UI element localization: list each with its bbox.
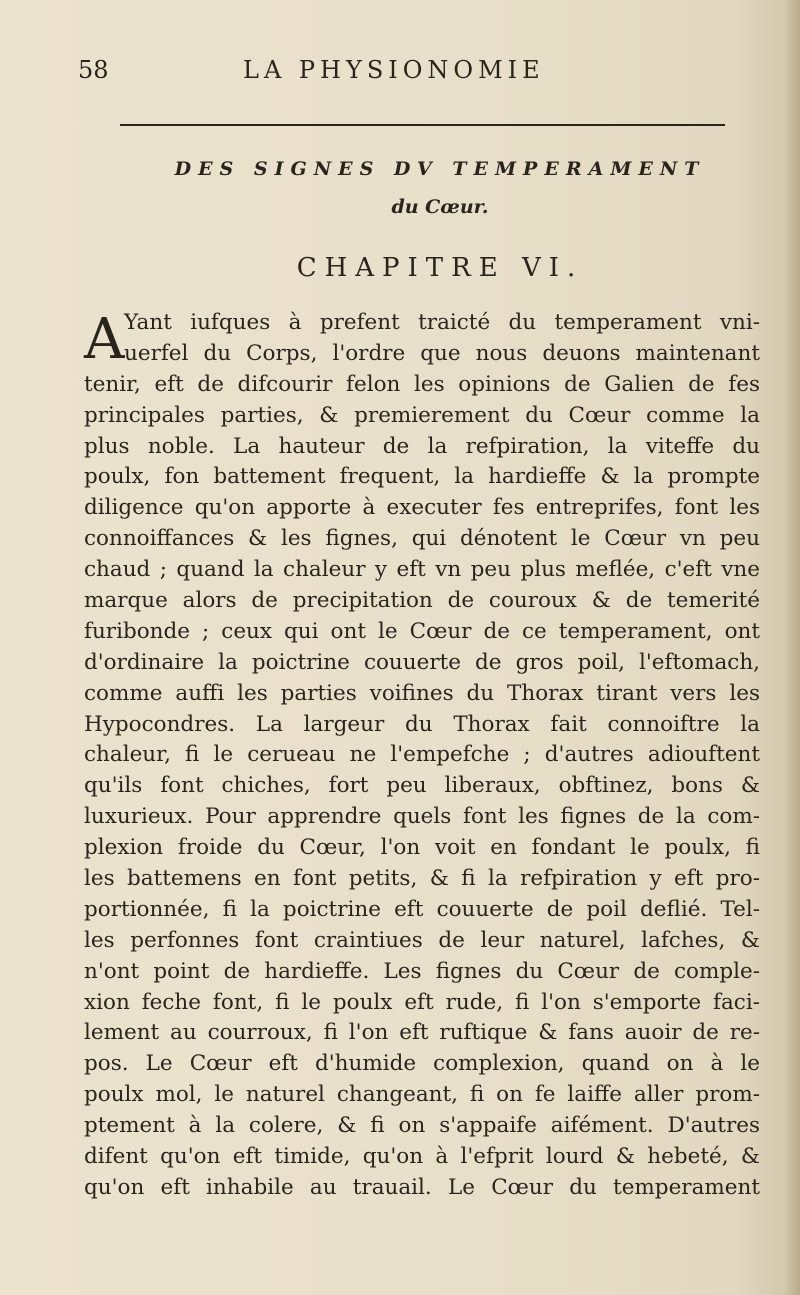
text-line: difent qu'on eft timide, qu'on à l'efprit lourd & hebeté, & <box>84 1144 760 1170</box>
header-rule <box>120 124 725 126</box>
text-line: pos. Le Cœur eft d'humide complexion, quand on à le <box>84 1051 760 1077</box>
text-line: Yant iufques à prefent traicté du temperament vni- <box>124 310 760 335</box>
chapter-heading: CHAPITRE VI. <box>296 253 584 283</box>
running-title: LA PHYSIONOMIE <box>243 56 545 84</box>
text-line: les battemens en font petits, & fi la refpiration y eft pro- <box>84 866 760 892</box>
running-head <box>78 56 768 96</box>
body-text <box>84 308 760 1204</box>
text-line: portionnée, fi la poictrine eft couuerte de poil deflié. Tel- <box>84 896 760 922</box>
section-subtitle: du Cœur. <box>391 196 489 218</box>
text-line: poulx mol, le naturel changeant, fi on fe laiffe aller prom- <box>84 1082 760 1108</box>
text-line: furibonde ; ceux qui ont le Cœur de ce temperament, ont <box>84 618 760 644</box>
text-line: chaud ; quand la chaleur y eft vn peu plus meflée, c'eft vne <box>84 557 760 583</box>
text-line: plexion froide du Cœur, l'on voit en fondant le poulx, fi <box>84 835 760 861</box>
text-line: Hypocondres. La largeur du Thorax fait connoiftre la <box>84 711 760 737</box>
text-line: n'ont point de hardieffe. Les fignes du Cœur de comple- <box>84 958 760 984</box>
section-title: DES SIGNES DV TEMPERAMENT <box>174 158 706 180</box>
text-line: les perfonnes font craintiues de leur naturel, lafches, & <box>84 927 760 953</box>
text-line: diligence qu'on apporte à executer fes entreprifes, font les <box>84 495 760 521</box>
text-line: uerfel du Corps, l'ordre que nous deuons maintenant <box>124 340 760 366</box>
page-edge <box>782 0 800 1295</box>
text-line: plus noble. La hauteur de la refpiration, la viteffe du <box>84 433 760 459</box>
text-line: chaleur, fi le cerueau ne l'empefche ; d'autres adiouftent <box>84 742 760 768</box>
text-line: tenir, eft de difcourir felon les opinions de Galien de fes <box>84 371 760 397</box>
text-line: lement au courroux, fi l'on eft ruftique & fans auoir de re- <box>84 1020 760 1046</box>
text-line: qu'ils font chiches, fort peu liberaux, obftinez, bons & <box>84 773 760 799</box>
text-line: connoiffances & les fignes, qui dénotent le Cœur vn peu <box>84 526 760 552</box>
text-line: ptement à la colere, & fi on s'appaife aifément. D'autres <box>84 1113 760 1139</box>
text-line: luxurieux. Pour apprendre quels font les fignes de la com- <box>84 804 760 830</box>
text-line: d'ordinaire la poictrine couuerte de gros poil, l'eftomach, <box>84 649 760 675</box>
text-line: marque alors de precipitation de couroux & de temerité <box>84 588 760 614</box>
page-number: 58 <box>78 56 109 84</box>
text-line: xion feche font, fi le poulx eft rude, fi l'on s'emporte faci- <box>84 989 760 1015</box>
text-line: qu'on eft inhabile au trauail. Le Cœur du temperament <box>84 1174 760 1200</box>
text-line: comme auffi les parties voifines du Thorax tirant vers les <box>84 680 760 706</box>
drop-cap: A <box>84 307 125 372</box>
text-line: principales parties, & premierement du Cœur comme la <box>84 402 760 428</box>
text-line: poulx, fon battement frequent, la hardieffe & la prompte <box>84 464 760 490</box>
